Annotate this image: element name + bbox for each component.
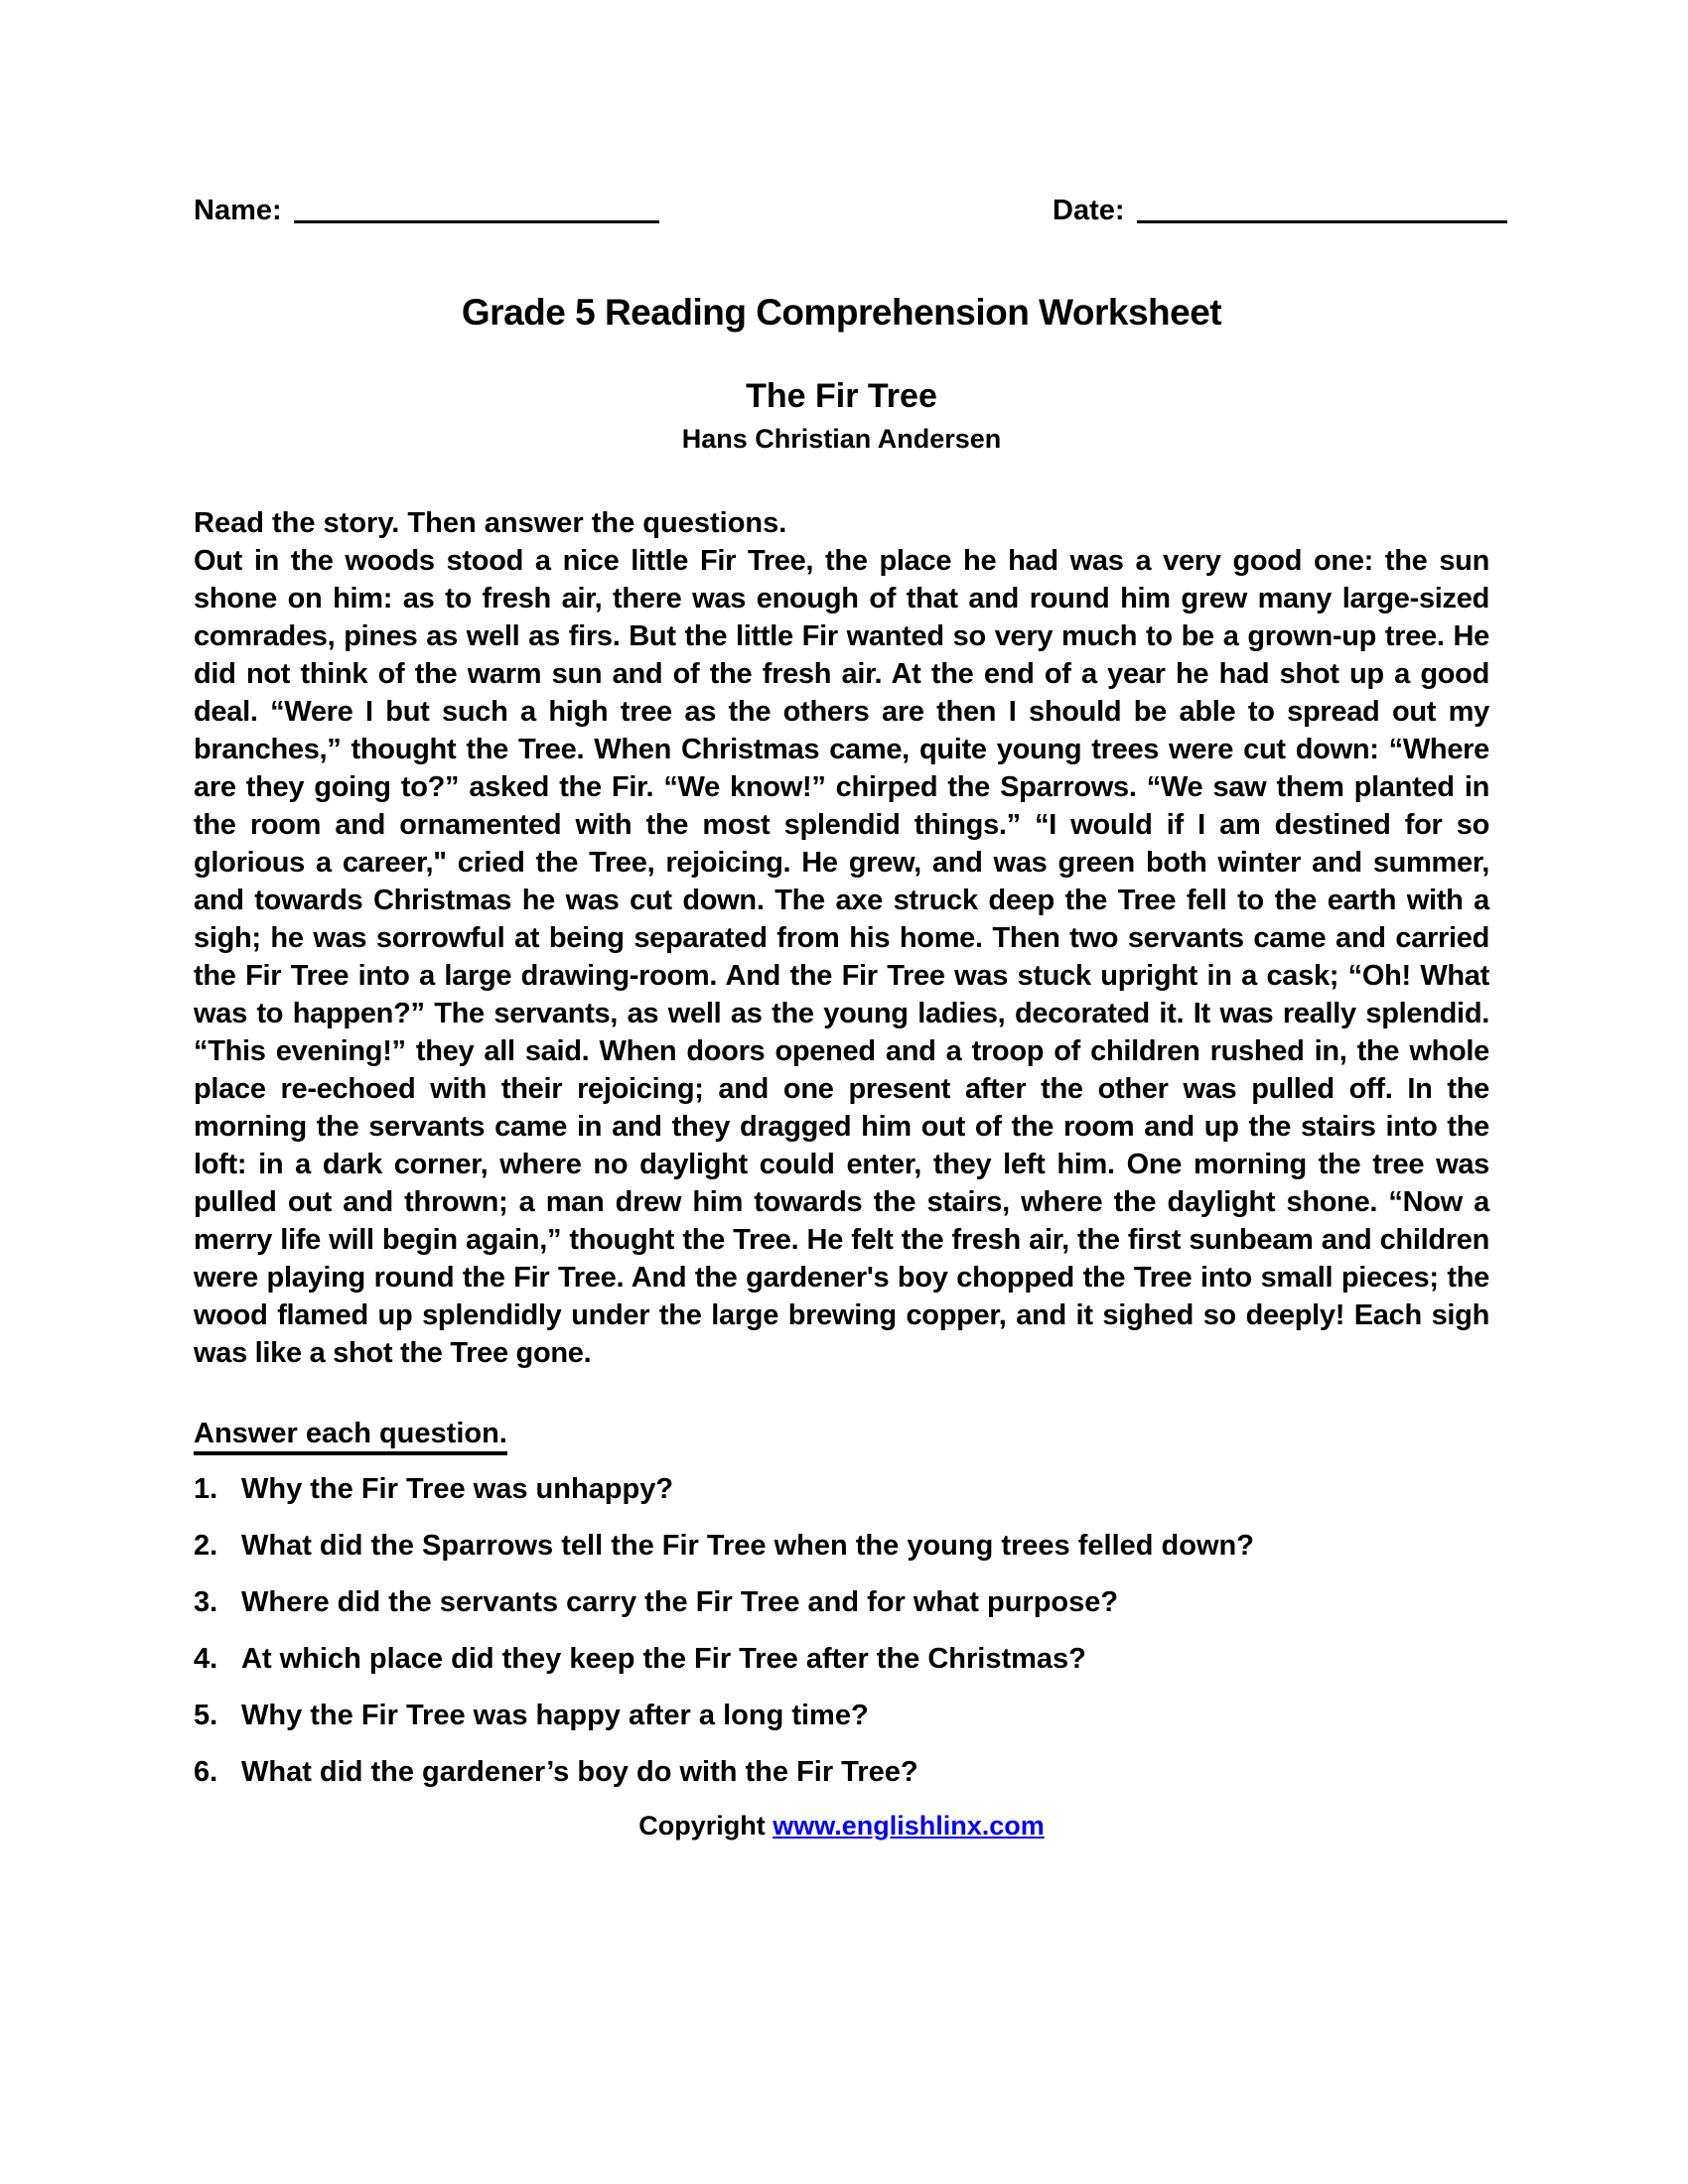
- date-label: Date:: [1053, 195, 1125, 226]
- name-date-row: [194, 195, 1489, 236]
- copyright-link[interactable]: www.englishlinx.com: [773, 1811, 1045, 1841]
- question-item-5: [194, 1698, 1489, 1733]
- story-title: The Fir Tree: [746, 377, 937, 415]
- question-text: Why the Fir Tree was happy after a long time?: [241, 1700, 869, 1731]
- questions-heading: Answer each question.: [194, 1418, 507, 1455]
- question-text: At which place did they keep the Fir Tree after the Christmas?: [241, 1643, 1086, 1675]
- question-text: Where did the servants carry the Fir Tree and for what purpose?: [241, 1586, 1119, 1618]
- question-text: What did the gardener’s boy do with the Fir Tree?: [241, 1756, 918, 1788]
- question-item-2: [194, 1528, 1489, 1564]
- question-item-1: [194, 1471, 1489, 1507]
- question-item-6: [194, 1754, 1489, 1790]
- question-number: 1.: [194, 1473, 218, 1505]
- date-blank-line: [1137, 195, 1507, 223]
- page-title: Grade 5 Reading Comprehension Worksheet: [461, 292, 1222, 333]
- question-number: 4.: [194, 1643, 218, 1675]
- question-item-3: [194, 1584, 1489, 1620]
- date-field-group: [1053, 195, 1507, 227]
- name-blank-line: [294, 195, 659, 223]
- question-number: 6.: [194, 1756, 218, 1788]
- question-number: 3.: [194, 1586, 218, 1618]
- footer: [194, 1811, 1489, 1842]
- question-number: 2.: [194, 1530, 218, 1562]
- name-label: Name:: [194, 195, 282, 226]
- question-number: 5.: [194, 1700, 218, 1731]
- story-author: Hans Christian Andersen: [681, 424, 1002, 454]
- question-text: Why the Fir Tree was unhappy?: [241, 1473, 674, 1505]
- story-text: Out in the woods stood a nice little Fir Tree, the place he had was a very good one: the sun shone on him: as to fresh air, there was enough of that and round him grew many large-sized comrades, pines as well as firs. But the little Fir wanted so very much to be a grown-up tree. He did not think of the warm sun and of the fresh air. At the end of a year he had shot up a good deal. “Were I but such a high tree as the others are then I should be able to spread out my branches,” thought the Tree. When Christmas came, quite young trees were cut down: “Where are they going to?” asked the Fir. “We know!” chirped the Sparrows. “We saw them planted in the room and ornamented with the most splendid things.” “I would if I am destined for so glorious a career," cried the Tree, rejoicing. He grew, and was green both winter and summer, and towards Christmas he was cut down. The axe struck deep the Tree fell to the earth with a sigh; he was sorrowful at being separated from his home. Then two servants came and carried the Fir Tree into a large drawing-room. And the Fir Tree was stuck upright in a cask; “Oh! What was to happen?” The servants, as well as the young ladies, decorated it. It was really splendid. “This evening!” they all said. When doors opened and a troop of children rushed in, the whole place re-echoed with their rejoicing; and one present after the other was pulled off. In the morning the servants came in and they dragged him out of the room and up the stairs into the loft: in a dark corner, where no daylight could enter, they left him. One morning the tree was pulled out and thrown; a man drew him towards the stairs, where the daylight shone. “Now a merry life will begin again,” thought the Tree. He felt the fresh air, the first sunbeam and children were playing round the Fir Tree. And the gardener's boy chopped the Tree into small pieces; the wood flamed up splendidly under the large brewing copper, and it sighed so deeply! Each sigh was like a shot the Tree gone.: [194, 545, 1489, 1369]
- question-text: What did the Sparrows tell the Fir Tree when the young trees felled down?: [241, 1530, 1254, 1562]
- copyright-label: Copyright: [638, 1811, 766, 1841]
- questions-list: [194, 1471, 1489, 1790]
- story-instructions: Read the story. Then answer the questions.: [194, 507, 787, 539]
- name-field-group: [194, 195, 659, 227]
- question-item-4: [194, 1641, 1489, 1677]
